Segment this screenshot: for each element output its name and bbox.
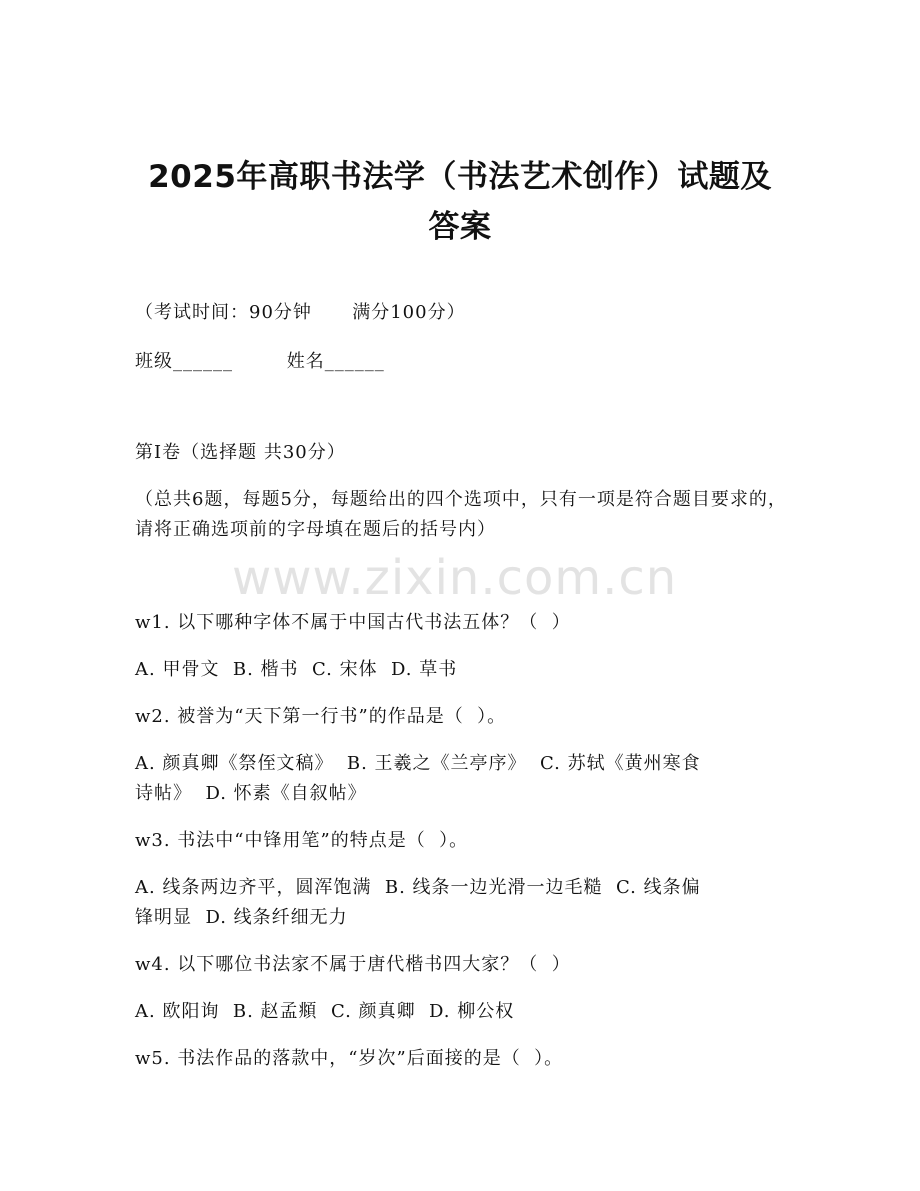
exam-time-score: （考试时间：90分钟 满分100分） xyxy=(135,302,466,323)
question-1-stem: w1. 以下哪种字体不属于中国古代书法五体？（ ） xyxy=(135,612,571,633)
question-5-stem: w5. 书法作品的落款中，“岁次”后面接的是（ ）。 xyxy=(135,1048,564,1069)
question-3-options-line-1: A. 线条两边齐平，圆浑饱满 B. 线条一边光滑一边毛糙 C. 线条偏 xyxy=(135,877,701,898)
document-title-line-1: 2025年高职书法学（书法艺术创作）试题及 xyxy=(148,159,772,195)
class-name-fields: 班级______ 姓名______ xyxy=(135,351,385,372)
question-4-stem: w4. 以下哪位书法家不属于唐代楷书四大家？（ ） xyxy=(135,954,571,975)
question-1-options: A. 甲骨文 B. 楷书 C. 宋体 D. 草书 xyxy=(135,659,458,680)
section-instructions: （总共6题，每题5分，每题给出的四个选项中，只有一项是符合题目要求的，请将正确选项前的字母填在题后的括号内） xyxy=(135,489,787,540)
question-2-options-line-1: A. 颜真卿《祭侄文稿》 B. 王羲之《兰亭序》 C. 苏轼《黄州寒食 xyxy=(135,753,701,774)
question-2-options-line-2: 诗帖》 D. 怀素《自叙帖》 xyxy=(135,783,367,804)
question-3-options-line-2: 锋明显 D. 线条纤细无力 xyxy=(135,907,348,928)
question-3-stem: w3. 书法中“中锋用笔”的特点是（ ）。 xyxy=(135,830,469,851)
question-4-options: A. 欧阳询 B. 赵孟頫 C. 颜真卿 D. 柳公权 xyxy=(135,1001,515,1022)
question-2-stem: w2. 被誉为“天下第一行书”的作品是（ ）。 xyxy=(135,706,507,727)
watermark: www.zixin.com.cn xyxy=(232,550,678,606)
section-heading: 第I卷（选择题 共30分） xyxy=(135,442,346,463)
document-title-line-2: 答案 xyxy=(428,209,492,245)
